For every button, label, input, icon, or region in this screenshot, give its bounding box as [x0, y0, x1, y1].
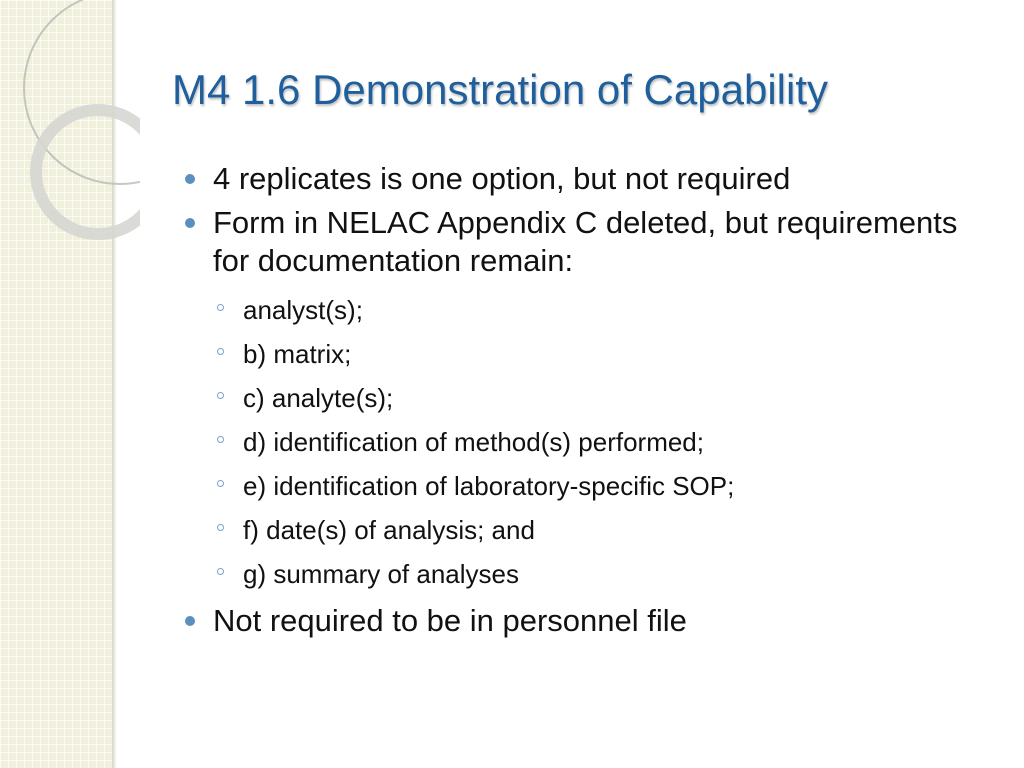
bullet-item: [183, 602, 983, 640]
bullet-text: Not required to be in personnel file: [213, 603, 687, 638]
sub-bullet-text: f) date(s) of analysis; and: [243, 515, 535, 545]
sub-bullet-item: [213, 464, 983, 508]
bullet-dot-icon: [185, 616, 195, 626]
bullet-dot-icon: [185, 218, 195, 228]
slide-content: [183, 160, 983, 646]
bullet-item: [183, 204, 983, 596]
bullet-text: 4 replicates is one option, but not required: [213, 161, 791, 196]
slide-title: M4 1.6 Demonstration of Capability: [172, 66, 828, 113]
bullet-text: Form in NELAC Appendix C deleted, but requirements for documentation remain:: [213, 205, 958, 278]
sub-bullet-item: [213, 508, 983, 552]
sub-bullet-item: [213, 552, 983, 596]
sub-bullet-circle-icon: [217, 480, 224, 487]
sub-bullet-circle-icon: [217, 304, 224, 311]
sub-bullet-circle-icon: [217, 524, 224, 531]
sub-bullet-list: [213, 288, 983, 596]
sub-bullet-item: [213, 332, 983, 376]
sub-bullet-text: d) identification of method(s) performed;: [243, 427, 704, 457]
bullet-dot-icon: [185, 174, 195, 184]
sub-bullet-circle-icon: [217, 392, 224, 399]
sub-bullet-item: [213, 420, 983, 464]
sub-bullet-circle-icon: [217, 348, 224, 355]
sub-bullet-text: analyst(s);: [243, 295, 363, 325]
decorative-circles: [0, 0, 140, 260]
sub-bullet-circle-icon: [217, 568, 224, 575]
sub-bullet-text: b) matrix;: [243, 339, 352, 369]
sub-bullet-item: [213, 288, 983, 332]
bullet-item: [183, 160, 983, 198]
sub-bullet-item: [213, 376, 983, 420]
sub-bullet-text: g) summary of analyses: [243, 559, 519, 589]
bullet-list: [183, 160, 983, 640]
sub-bullet-text: e) identification of laboratory-specific SOP;: [243, 471, 735, 501]
sub-bullet-circle-icon: [217, 436, 224, 443]
sub-bullet-text: c) analyte(s);: [243, 383, 394, 413]
